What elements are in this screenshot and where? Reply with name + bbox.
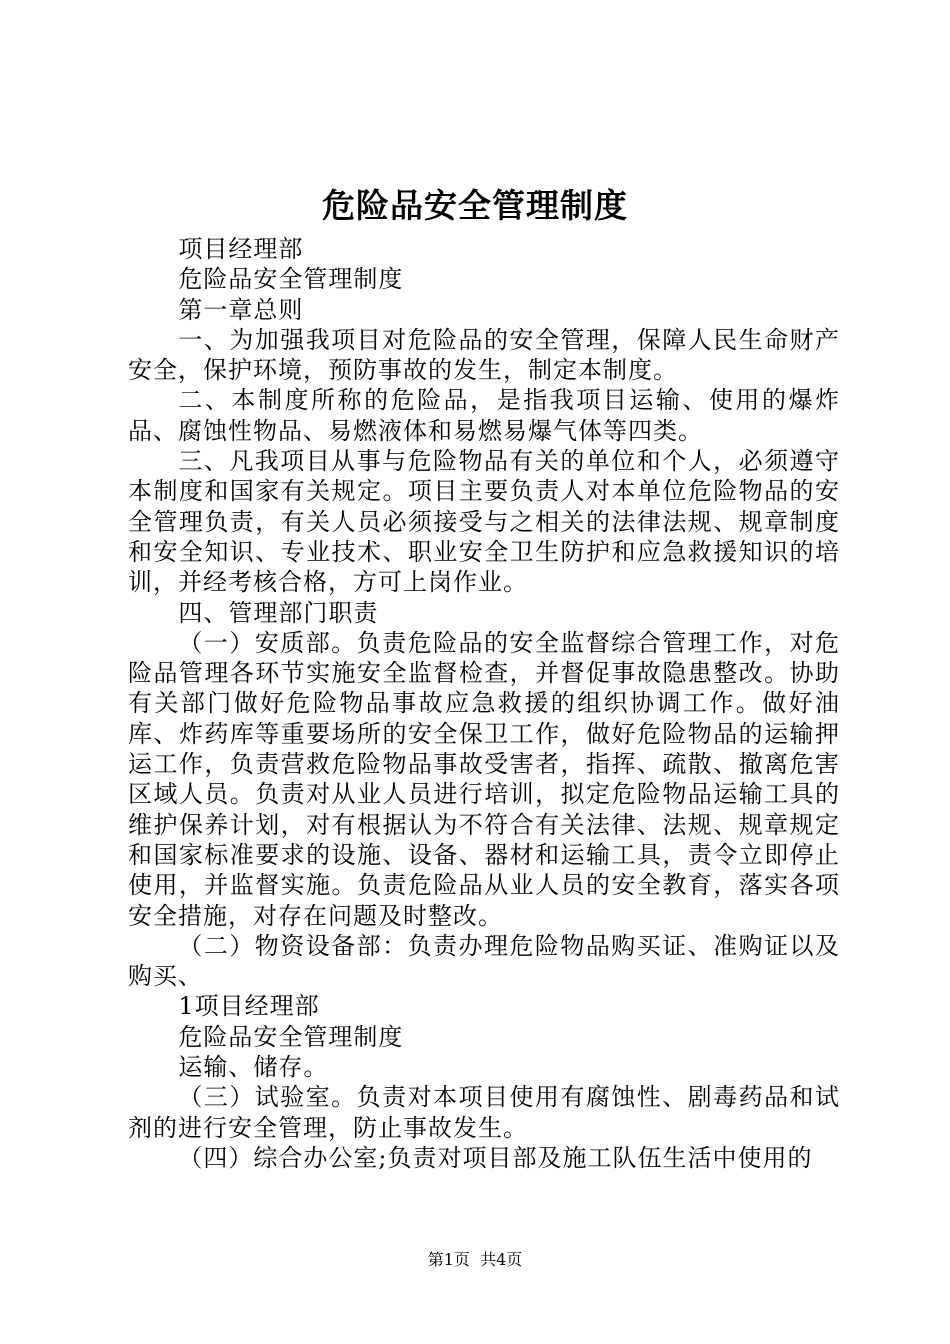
paragraph-item-3: 三、凡我项目从事与危险物品有关的单位和个人，必须遵守本制度和国家有关规定。项目主要负责人对本单位危险物品的安全管理负责，有关人员必须接受与之相关的法律法规、规章制度和安全知识、专业技术、职业安全卫生防护和应急救援知识的培训，并经考核合格，方可上岗作业。 (128, 447, 840, 597)
paragraph-duty-4: （四）综合办公室;负责对项目部及施工队伍生活中使用的 (178, 1143, 813, 1172)
paragraph-item-1: 一、为加强我项目对危险品的安全管理，保障人民生命财产安全，保护环境，预防事故的发生，制定本制度。 (128, 325, 840, 385)
paragraph-dept-repeat: 1项目经理部 (178, 992, 320, 1021)
paragraph-subtitle: 危险品安全管理制度 (178, 265, 404, 294)
paragraph-duty-1: （一）安质部。负责危险品的安全监督综合管理工作，对危险品管理各环节实施安全监督检查，并督促事故隐患整改。协助有关部门做好危险物品事故应急救援的组织协调工作。做好油库、炸药库等重要场所的安全保卫工作，做好危险物品的运输押运工作，负责营救危险物品事故受害者，指挥、疏散、撤离危害区域人员。负责对从业人员进行培训，拟定危险物品运输工具的维护保养计划，对有根据认为不符合有关法律、法规、规章规定和国家标准要求的设施、设备、器材和运输工具，责令立即停止使用，并监督实施。负责危险品从业人员的安全教育，落实各项安全措施，对存在问题及时整改。 (128, 628, 840, 930)
paragraph-subtitle-repeat: 危险品安全管理制度 (178, 1022, 404, 1051)
page-number-label: 第1页 共4页 (427, 1250, 523, 1269)
paragraph-continuation: 运输、储存。 (178, 1053, 329, 1082)
document-body (128, 234, 840, 1173)
paragraph-dept: 项目经理部 (178, 235, 304, 263)
paragraph-duty-2: （二）物资设备部：负责办理危险物品购买证、准购证以及购买、 (128, 931, 840, 991)
page-footer (0, 1250, 950, 1270)
paragraph-duty-3: （三）试验室。负责对本项目使用有腐蚀性、剧毒药品和试剂的进行安全管理，防止事故发生。 (128, 1083, 840, 1142)
paragraph-chapter: 第一章总则 (178, 295, 304, 324)
document-title: 危险品安全管理制度 (322, 186, 628, 225)
paragraph-item-4: 四、管理部门职责 (178, 598, 379, 627)
paragraph-item-2: 二、本制度所称的危险品，是指我项目运输、使用的爆炸品、腐蚀性物品、易燃液体和易燃易爆气体等四类。 (128, 386, 840, 445)
